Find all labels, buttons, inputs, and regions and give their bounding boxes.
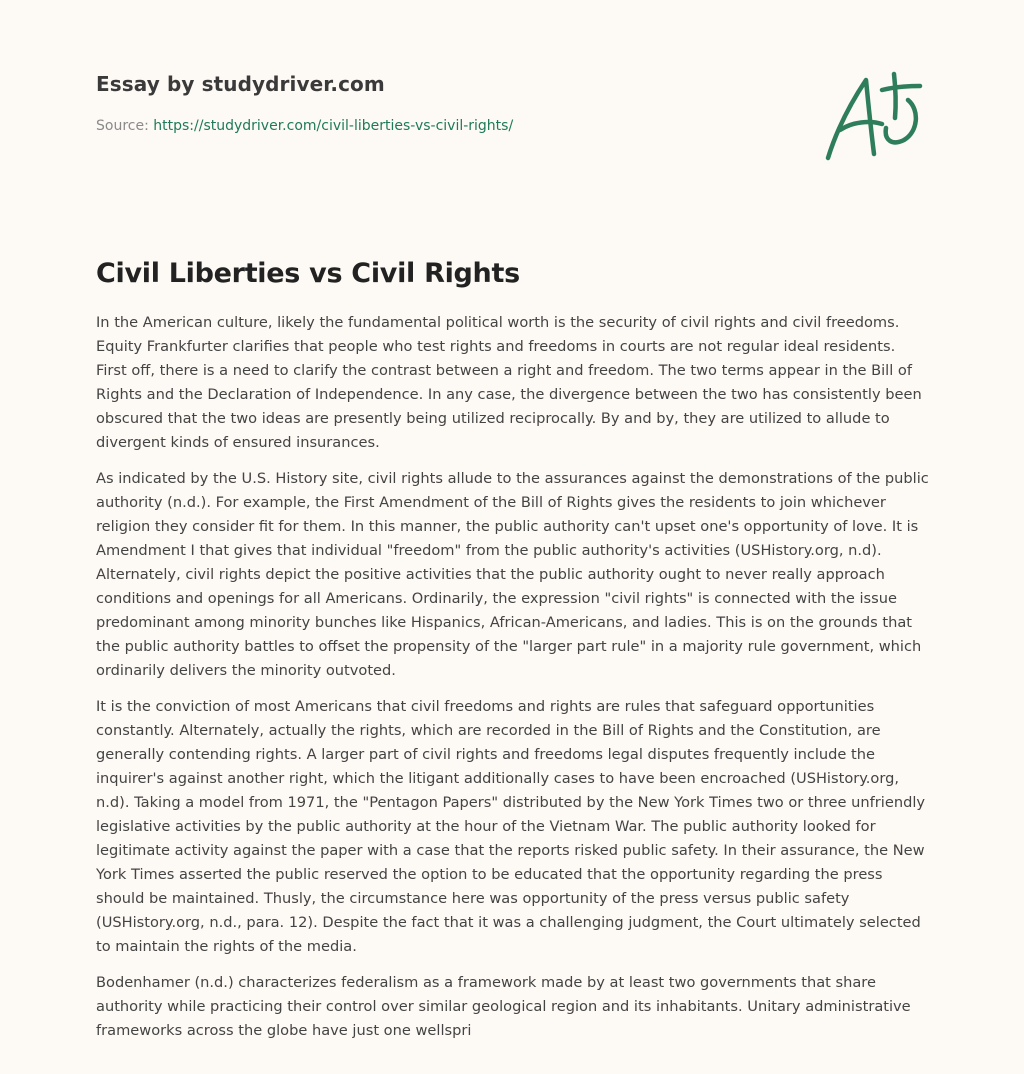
source-link[interactable]: https://studydriver.com/civil-liberties-vs-civil-rights/ <box>153 118 514 134</box>
page-header <box>96 72 796 134</box>
essay-title: Civil Liberties vs Civil Rights <box>96 258 520 289</box>
source-line <box>96 118 796 134</box>
essay-paragraph: As indicated by the U.S. History site, civil rights allude to the assurances against the demonstrations of the public authority (n.d.). For example, the First Amendment of the Bill of Rights gives the residents to join whichever religion they consider fit for them. In this manner, the public authority can't upset one's opportunity of love. It is Amendment I that gives that individual "freedom" from the public authority's activities (USHistory.org, n.d). Alternately, civil rights depict the positive activities that the public authority ought to never really approach conditions and openings for all Americans. Ordinarily, the expression "civil rights" is connected with the issue predominant among minority bunches like Hispanics, African-Americans, and ladies. This is on the grounds that the public authority battles to offset the propensity of the "larger part rule" in a majority rule government, which ordinarily delivers the minority outvoted. <box>96 470 929 679</box>
essay-paragraph: Bodenhamer (n.d.) characterizes federalism as a framework made by at least two governments that share authority while practicing their control over similar geological region and its inhabitants. Unitary administrative frameworks across the globe have just one wellspri <box>96 974 911 1039</box>
a-plus-logo-icon <box>822 66 932 166</box>
site-title: Essay by studydriver.com <box>96 72 385 96</box>
essay-content <box>96 258 930 1055</box>
source-label: Source: <box>96 118 154 134</box>
essay-paragraph: In the American culture, likely the fundamental political worth is the security of civil rights and civil freedoms. Equity Frankfurter clarifies that people who test rights and freedoms in courts are not regular ideal residents. First off, there is a need to clarify the contrast between a right and freedom. The two terms appear in the Bill of Rights and the Declaration of Independence. In any case, the divergence between the two has consistently been obscured that the two ideas are presently being utilized reciprocally. By and by, they are utilized to allude to divergent kinds of ensured insurances. <box>96 314 922 451</box>
essay-paragraph: It is the conviction of most Americans that civil freedoms and rights are rules that safeguard opportunities constantly. Alternately, actually the rights, which are recorded in the Bill of Rights and the Constitution, are generally contending rights. A larger part of civil rights and freedoms legal disputes frequently include the inquirer's against another right, which the litigant additionally cases to have been encroached (USHistory.org, n.d). Taking a model from 1971, the "Pentagon Papers" distributed by the New York Times two or three unfriendly legislative activities by the public authority at the hour of the Vietnam War. The public authority looked for legitimate activity against the paper with a case that the reports risked public safety. In their assurance, the New York Times asserted the public reserved the option to be educated that the opportunity regarding the press should be maintained. Thusly, the circumstance here was opportunity of the press versus public safety (USHistory.org, n.d., para. 12). Despite the fact that it was a challenging judgment, the Court ultimately selected to maintain the rights of the media. <box>96 698 926 955</box>
